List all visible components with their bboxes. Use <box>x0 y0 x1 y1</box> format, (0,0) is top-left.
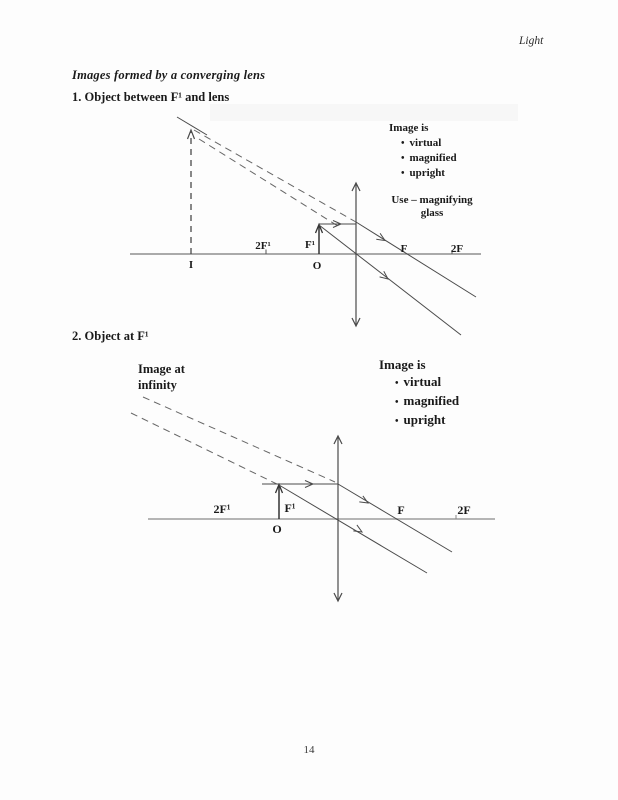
bullet-item <box>379 411 459 430</box>
bullet-text: virtual <box>409 137 442 149</box>
label-2f: 2F <box>450 243 464 255</box>
use-line1: Use – magnifying <box>391 194 473 206</box>
image-properties-note-2 <box>379 356 459 430</box>
bullet-item <box>379 373 459 392</box>
use-line2: glass <box>420 207 444 219</box>
bullet-icon: • <box>401 168 405 179</box>
label-2f1: 2F¹ <box>213 502 231 516</box>
label-f: F <box>400 243 408 255</box>
virtual-ray-extension-lower <box>131 413 281 486</box>
bullet-text: upright <box>403 412 446 427</box>
bullet-text: upright <box>409 167 445 179</box>
virtual-ray-extension-upper <box>194 130 356 222</box>
use-note <box>386 194 478 220</box>
note-title: Image is <box>379 357 426 372</box>
bullet-icon: • <box>401 138 405 149</box>
bullet-icon: • <box>395 397 399 408</box>
ray-through-optical-centre <box>279 485 427 573</box>
bullet-icon: • <box>395 416 399 427</box>
virtual-image-arrowhead-icon <box>188 130 195 139</box>
infinity-line1: Image at <box>138 362 185 376</box>
label-2f: 2F <box>457 503 471 517</box>
image-properties-note-1 <box>389 121 457 181</box>
label-o: O <box>312 260 322 272</box>
refracted-ray-through-f <box>356 222 476 297</box>
label-i: I <box>188 259 194 271</box>
label-f: F <box>397 503 405 517</box>
note-title: Image is <box>389 122 429 134</box>
page-header-right: Light <box>519 35 544 47</box>
bullet-item <box>379 392 459 411</box>
bullet-item <box>389 166 457 181</box>
section1-heading: 1. Object between F¹ and lens <box>72 90 230 104</box>
label-f1: F¹ <box>284 501 296 515</box>
page-number: 14 <box>303 744 315 756</box>
bullet-text: virtual <box>403 374 442 389</box>
bullet-text: magnified <box>403 393 460 408</box>
section2-heading: 2. Object at F¹ <box>72 329 149 343</box>
ray-direction-arrow-icon <box>353 525 362 532</box>
label-2f1: 2F¹ <box>255 240 271 252</box>
ray-through-optical-centre <box>319 225 461 335</box>
page-title: Images formed by a converging lens <box>72 68 266 82</box>
virtual-ray-extension-upper <box>143 397 335 482</box>
bullet-item <box>389 136 457 151</box>
bullet-icon: • <box>395 378 399 389</box>
image-at-infinity-note <box>138 361 185 393</box>
infinity-line2: infinity <box>138 378 177 392</box>
label-f1: F¹ <box>304 239 316 251</box>
bullet-text: magnified <box>409 152 457 164</box>
bullet-item <box>389 151 457 166</box>
label-o: O <box>272 522 282 536</box>
bullet-icon: • <box>401 153 405 164</box>
virtual-ray-extension-lower <box>199 139 341 228</box>
